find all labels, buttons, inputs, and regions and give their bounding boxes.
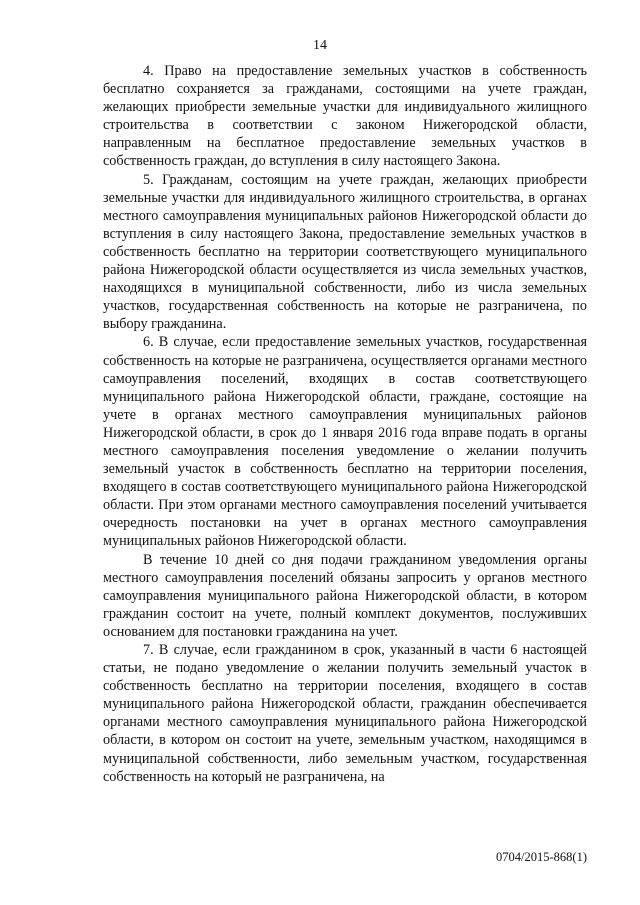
paragraph-4: 4. Право на предоставление земельных участков в собственность бесплатно сохраняется за гражданами, состоящими на учете граждан, желающих приобрести земельные участки для индивидуального жилищного строительства в соответствии с законом Нижегородской области, направленным на бесплатное предоставление земельных участков в собственность граждан, до вступления в силу настоящего Закона.	[103, 63, 587, 170]
paragraph-5: 5. Гражданам, состоящим на учете граждан, желающих приобрести земельные участки для индивидуального жилищного строительства, в органах местного самоуправления муниципальных районов Нижегородской области до вступления в силу настоящего Закона, предоставление земельных участков в собственность бесплатно на территории соответствующего муниципального района Нижегородской области осуществляется из числа земельных участков, находящихся в муниципальной собственности, либо из числа земельных участков, государственная собственность на которые не разграничена, по выбору гражданина.	[103, 171, 587, 333]
document-body	[103, 62, 587, 786]
paragraph-6: 6. В случае, если предоставление земельных участков, государственная собственность на которые не разграничена, осуществляется органами местного самоуправления поселений, входящих в состав соответствующего муниципального района Нижегородской области, граждане, состоящие на учете в органах местного самоуправления муниципальных районов Нижегородской области, в срок до 1 января 2016 года вправе подать в органы местного самоуправления поселения уведомление о желании получить земельный участок в собственность бесплатно на территории поселения, входящего в состав соответствующего муниципального района Нижегородской области. При этом органами местного самоуправления поселений учитывается очередность постановки на учет в органах местного самоуправления муниципальных районов Нижегородской области.	[103, 334, 587, 550]
page-number: 14	[313, 38, 327, 53]
paragraph-7: 7. В случае, если гражданином в срок, указанный в части 6 настоящей статьи, не подано уведомление о желании получить земельный участок в собственность бесплатно на территории поселения, входящего в состав муниципального района Нижегородской области, гражданин обеспечивается органами местного самоуправления муниципального района Нижегородской области, в котором он состоит на учете, земельным участком, находящимся в муниципальной собственности, либо земельным участком, государственная собственность на который не разграничена, на	[103, 642, 587, 785]
paragraph-6-continued: В течение 10 дней со дня подачи гражданином уведомления органы местного самоуправления поселений обязаны запросить у органов местного самоуправления муниципального района Нижегородской области, в котором гражданин состоит на учете, полный комплект документов, послуживших основанием для постановки гражданина на учет.	[103, 551, 587, 640]
document-code: 0704/2015-868(1)	[496, 850, 587, 864]
